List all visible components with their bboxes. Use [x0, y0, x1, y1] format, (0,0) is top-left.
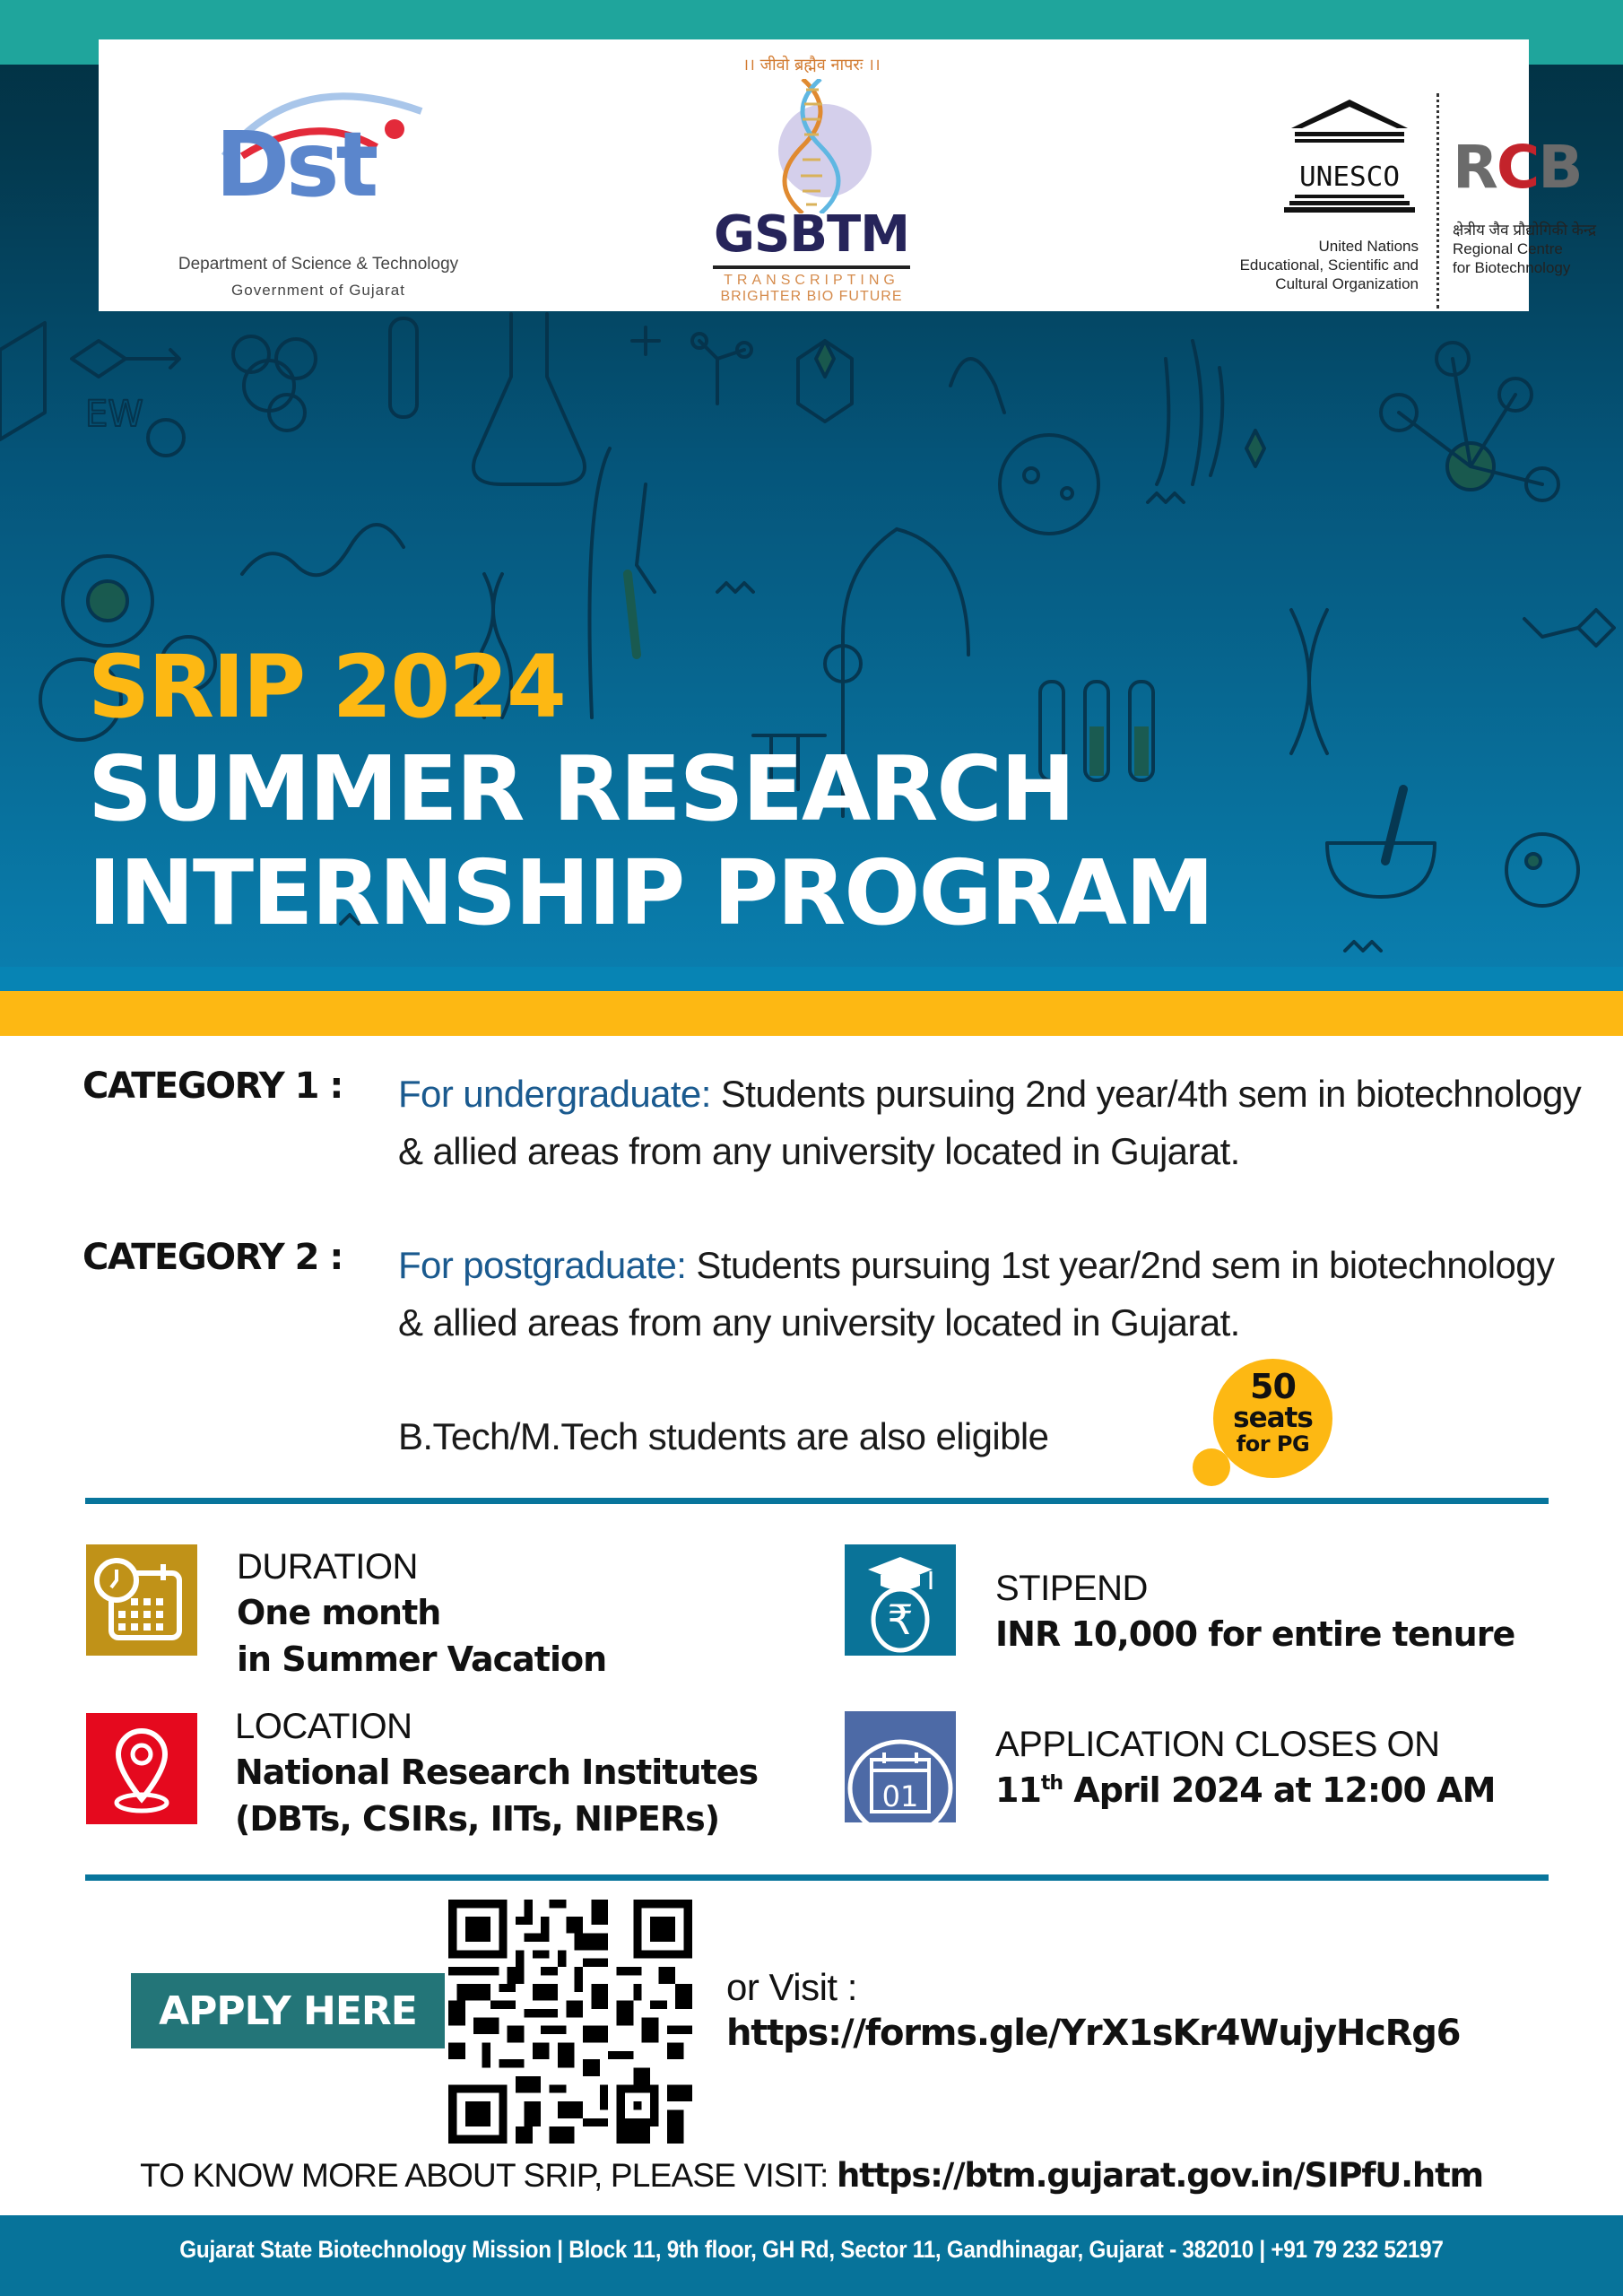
yellow-divider-band — [0, 991, 1623, 1036]
info-value — [995, 1767, 1495, 1813]
info-label: LOCATION — [235, 1707, 412, 1746]
more-info-line — [0, 2156, 1623, 2195]
logo-divider — [1436, 93, 1439, 309]
eligibility-note: B.Tech/M.Tech students are also eligible — [398, 1415, 1049, 1457]
gsbtm-logo — [690, 54, 933, 305]
info-stipend-text — [995, 1566, 1515, 1657]
unesco-line-2: Educational, Scientific and — [1239, 257, 1419, 274]
info-closes-text — [995, 1722, 1495, 1813]
dst-mark: Dst — [215, 112, 376, 217]
unesco-line-1: United Nations — [1318, 238, 1419, 255]
hero-banner — [0, 0, 1623, 991]
seats-badge — [1213, 1359, 1332, 1478]
dst-logo — [161, 75, 475, 299]
info-label: STIPEND — [995, 1569, 1148, 1608]
apply-here-button[interactable]: APPLY HERE — [131, 1973, 445, 2048]
gsbtm-name: GSBTM — [714, 205, 909, 264]
category-description — [398, 1065, 1582, 1180]
seats-number: 50 — [1250, 1367, 1296, 1406]
category-highlight: For undergraduate: — [398, 1073, 711, 1115]
seats-for: for PG — [1236, 1431, 1310, 1457]
info-value: National Research Institutes — [235, 1752, 759, 1792]
unesco-line-3: Cultural Organization — [1275, 275, 1419, 292]
rcb-b: B — [1538, 133, 1582, 202]
more-info-prefix: TO KNOW MORE ABOUT SRIP, PLEASE VISIT: — [140, 2157, 837, 2194]
svg-text:01: 01 — [881, 1779, 919, 1813]
gsbtm-motto: ।। जीवो ब्रह्मैव नापरः ।। — [742, 56, 881, 74]
footer-bar — [0, 2215, 1623, 2296]
calendar-01-icon — [845, 1711, 956, 1822]
footer-contact: Gujarat State Biotechnology Mission | Block 11, 9th floor, GH Rd, Sector 11, Gandhinagar, Gujarat - 382010 | +91 79 232 52197 — [179, 2235, 1444, 2263]
rcb-r: R — [1453, 133, 1497, 202]
info-location-text — [235, 1704, 758, 1842]
info-value: in Summer Vacation — [237, 1639, 607, 1679]
application-form-link[interactable]: https://forms.gle/YrX1sKr4WujyHcRg6 — [726, 2013, 1461, 2054]
rcb-line-1: Regional Centre — [1453, 240, 1563, 257]
rupee-graduation-icon — [845, 1544, 956, 1656]
category-label: CATEGORY 1 : — [82, 1065, 343, 1107]
gsbtm-tagline-2: BRIGHTER BIO FUTURE — [720, 289, 903, 304]
title-year: SRIP 2024 — [88, 637, 565, 737]
dst-government: Government of Gujarat — [231, 282, 405, 299]
category-highlight: For postgraduate: — [398, 1244, 687, 1286]
unesco-temple-icon — [1282, 98, 1417, 214]
gsbtm-divider — [713, 265, 910, 269]
page-title — [88, 637, 1212, 945]
visit-label: or Visit : — [726, 1966, 857, 2008]
rcb-line-2: for Biotechnology — [1453, 259, 1571, 276]
category-description — [398, 1237, 1582, 1352]
category-text: Students pursuing 2nd year/4th sem in biotechnology & allied areas from any university located in Gujarat. — [398, 1073, 1582, 1172]
rcb-c: C — [1496, 133, 1539, 202]
srip-info-link[interactable]: https://btm.gujarat.gov.in/SIPfU.htm — [836, 2156, 1483, 2195]
partner-logos-panel — [99, 39, 1597, 311]
svg-text:UNESCO: UNESCO — [1299, 161, 1400, 193]
info-value: One month — [237, 1593, 441, 1632]
dna-helix-icon — [740, 79, 883, 213]
rcb-hindi-name: क्षेत्रीय जैव प्रौद्योगिकी केन्द्र — [1453, 222, 1597, 239]
gsbtm-tagline-1: TRANSCRIPTING — [724, 273, 899, 288]
title-line-2: INTERNSHIP PROGRAM — [88, 840, 1213, 945]
title-line-1: SUMMER RESEARCH — [88, 736, 1074, 841]
category-label: CATEGORY 2 : — [82, 1237, 343, 1278]
info-label: APPLICATION CLOSES ON — [995, 1725, 1440, 1764]
close-date-rest: April 2024 at 12:00 AM — [1063, 1770, 1496, 1810]
info-duration-text — [237, 1544, 606, 1683]
close-day-suffix: th — [1040, 1772, 1063, 1795]
svg-text:EW: EW — [85, 394, 143, 435]
info-value: INR 10,000 for entire tenure — [995, 1614, 1515, 1654]
unesco-name — [1094, 237, 1419, 293]
hero-bottom-band — [0, 967, 1623, 991]
info-label: DURATION — [237, 1547, 418, 1587]
category-text: Students pursuing 1st year/2nd sem in biotechnology & allied areas from any university located in Gujarat. — [398, 1244, 1555, 1344]
seats-word: seats — [1233, 1402, 1313, 1434]
dst-name: Department of Science & Technology — [178, 255, 459, 274]
rcb-name — [1453, 221, 1596, 277]
info-value: (DBTs, CSIRs, IITs, NIPERs) — [235, 1799, 720, 1839]
clock-calendar-icon — [86, 1544, 197, 1656]
section-divider — [85, 1874, 1549, 1881]
qr-code[interactable] — [448, 1900, 692, 2144]
rcb-mark — [1453, 133, 1582, 202]
section-divider — [85, 1498, 1549, 1504]
map-pin-icon — [86, 1713, 197, 1824]
unesco-rcb-logo — [1094, 66, 1597, 300]
close-day: 11 — [995, 1770, 1041, 1810]
svg-text:₹: ₹ — [887, 1596, 914, 1644]
